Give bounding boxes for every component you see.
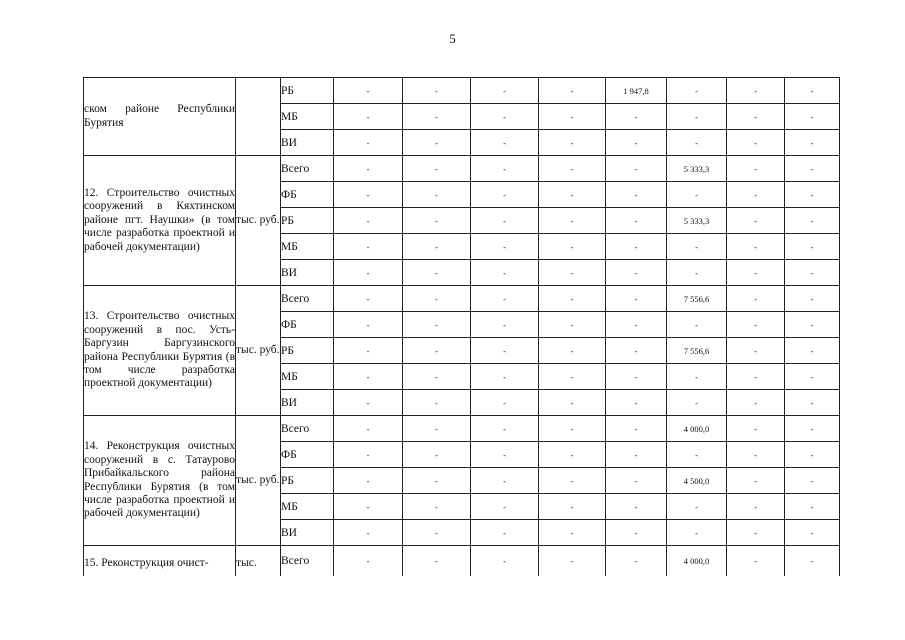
value-cell: - (334, 286, 403, 312)
value-cell: - (606, 390, 667, 416)
value-cell: - (403, 286, 471, 312)
item-description: 12. Строительство очистных сооружений в Кяхтинском районе пгт. Наушки» (в том числе разработка проектной и рабочей документации) (84, 156, 236, 286)
funding-source: ВИ (281, 260, 334, 286)
item-unit: тыс. руб. (236, 416, 281, 546)
value-cell: - (403, 442, 471, 468)
value-cell: - (539, 130, 606, 156)
value-cell: - (606, 260, 667, 286)
value-cell: - (334, 78, 403, 104)
value-cell: - (334, 416, 403, 442)
value-cell: - (539, 520, 606, 546)
value-cell: - (334, 130, 403, 156)
page-number: 5 (449, 31, 456, 46)
value-cell: - (785, 364, 840, 390)
funding-table (83, 77, 840, 576)
funding-source: ВИ (281, 390, 334, 416)
value-cell: - (667, 182, 727, 208)
table-row (84, 416, 840, 442)
value-cell: - (727, 364, 785, 390)
value-cell: - (727, 468, 785, 494)
funding-source: МБ (281, 234, 334, 260)
value-cell: - (403, 416, 471, 442)
funding-source: ВИ (281, 130, 334, 156)
value-cell: - (403, 260, 471, 286)
value-cell: - (785, 260, 840, 286)
value-cell: - (334, 260, 403, 286)
value-cell: - (606, 416, 667, 442)
value-cell: - (606, 442, 667, 468)
funding-source: МБ (281, 494, 334, 520)
funding-source: РБ (281, 468, 334, 494)
value-cell: - (727, 338, 785, 364)
value-cell: - (727, 312, 785, 338)
funding-source: Всего (281, 156, 334, 182)
value-cell: - (785, 442, 840, 468)
value-cell: - (727, 78, 785, 104)
value-cell: - (606, 130, 667, 156)
value-cell: - (334, 156, 403, 182)
item-description: 15. Реконструкция очист- (84, 546, 236, 577)
value-cell: - (539, 338, 606, 364)
value-cell: - (785, 208, 840, 234)
value-cell: - (471, 182, 539, 208)
value-cell: - (403, 130, 471, 156)
value-cell: - (606, 494, 667, 520)
value-cell: - (727, 546, 785, 577)
value-cell: 4 000,0 (667, 416, 727, 442)
funding-source: Всего (281, 546, 334, 577)
value-cell: - (785, 416, 840, 442)
value-cell: - (471, 520, 539, 546)
value-cell: - (667, 364, 727, 390)
value-cell: - (606, 312, 667, 338)
value-cell: - (539, 390, 606, 416)
value-cell: - (471, 312, 539, 338)
value-cell: - (334, 104, 403, 130)
value-cell: - (785, 156, 840, 182)
value-cell: - (471, 286, 539, 312)
value-cell: - (334, 234, 403, 260)
value-cell: 5 333,3 (667, 156, 727, 182)
table-body (84, 78, 840, 577)
value-cell: - (606, 208, 667, 234)
value-cell: - (539, 234, 606, 260)
value-cell: - (334, 546, 403, 577)
value-cell: - (539, 78, 606, 104)
value-cell: - (403, 234, 471, 260)
value-cell: - (667, 442, 727, 468)
value-cell: - (785, 546, 840, 577)
value-cell: - (727, 520, 785, 546)
value-cell: - (403, 104, 471, 130)
value-cell: - (727, 156, 785, 182)
value-cell: - (727, 494, 785, 520)
value-cell: - (539, 364, 606, 390)
value-cell: - (403, 520, 471, 546)
value-cell: - (727, 182, 785, 208)
value-cell: - (606, 338, 667, 364)
table-row (84, 156, 840, 182)
value-cell: - (539, 260, 606, 286)
value-cell: - (606, 156, 667, 182)
value-cell: - (539, 494, 606, 520)
value-cell: - (403, 546, 471, 577)
funding-source: ВИ (281, 520, 334, 546)
table-row (84, 286, 840, 312)
value-cell: - (785, 182, 840, 208)
item-unit: тыс. (236, 546, 281, 577)
table-row (84, 546, 840, 577)
value-cell: - (403, 494, 471, 520)
value-cell: - (334, 520, 403, 546)
value-cell: - (785, 520, 840, 546)
value-cell: - (539, 156, 606, 182)
value-cell: - (334, 208, 403, 234)
value-cell: - (403, 156, 471, 182)
value-cell: 5 333,3 (667, 208, 727, 234)
value-cell: - (785, 130, 840, 156)
value-cell: - (334, 494, 403, 520)
value-cell: - (539, 286, 606, 312)
value-cell: - (471, 494, 539, 520)
value-cell: - (539, 416, 606, 442)
value-cell: - (403, 338, 471, 364)
value-cell: - (667, 234, 727, 260)
item-description: 13. Строительство очистных сооружений в пос. Усть-Баргузин Баргузинского района Республики Бурятия (в том числе разработка проектной документации) (84, 286, 236, 416)
value-cell: - (606, 468, 667, 494)
value-cell: - (471, 338, 539, 364)
value-cell: - (334, 338, 403, 364)
funding-source: ФБ (281, 182, 334, 208)
value-cell: - (606, 182, 667, 208)
value-cell: - (727, 286, 785, 312)
value-cell: - (785, 104, 840, 130)
value-cell: - (471, 208, 539, 234)
funding-source: Всего (281, 286, 334, 312)
value-cell: - (727, 234, 785, 260)
value-cell: - (471, 130, 539, 156)
value-cell: - (785, 494, 840, 520)
value-cell: - (539, 442, 606, 468)
value-cell: - (727, 130, 785, 156)
value-cell: - (471, 364, 539, 390)
value-cell: - (471, 156, 539, 182)
value-cell: - (727, 208, 785, 234)
funding-source: ФБ (281, 442, 334, 468)
funding-source: РБ (281, 338, 334, 364)
value-cell: - (785, 286, 840, 312)
value-cell: - (471, 104, 539, 130)
value-cell: - (727, 104, 785, 130)
value-cell: 4 500,0 (667, 468, 727, 494)
value-cell: - (471, 390, 539, 416)
value-cell: 4 000,0 (667, 546, 727, 577)
item-unit: тыс. руб. (236, 156, 281, 286)
value-cell: - (471, 546, 539, 577)
value-cell: 7 556,6 (667, 338, 727, 364)
value-cell: - (539, 468, 606, 494)
funding-source: РБ (281, 208, 334, 234)
value-cell: - (539, 546, 606, 577)
value-cell: - (606, 104, 667, 130)
value-cell: - (667, 260, 727, 286)
value-cell: - (606, 234, 667, 260)
value-cell: - (334, 182, 403, 208)
item-unit: тыс. руб. (236, 286, 281, 416)
value-cell: - (334, 312, 403, 338)
value-cell: - (785, 78, 840, 104)
value-cell: - (403, 78, 471, 104)
value-cell: - (667, 312, 727, 338)
value-cell: - (785, 338, 840, 364)
value-cell: - (606, 546, 667, 577)
item-description: ском районе Республики Бурятия (84, 78, 236, 156)
value-cell: - (667, 494, 727, 520)
value-cell: - (539, 312, 606, 338)
funding-source: Всего (281, 416, 334, 442)
value-cell: - (785, 234, 840, 260)
value-cell: - (539, 104, 606, 130)
value-cell: - (785, 468, 840, 494)
value-cell: - (403, 182, 471, 208)
funding-source: РБ (281, 78, 334, 104)
value-cell: - (727, 260, 785, 286)
value-cell: - (727, 390, 785, 416)
value-cell: - (403, 364, 471, 390)
value-cell: - (334, 468, 403, 494)
value-cell: - (667, 520, 727, 546)
value-cell: - (471, 234, 539, 260)
funding-source: МБ (281, 364, 334, 390)
funding-source: ФБ (281, 312, 334, 338)
value-cell: - (667, 130, 727, 156)
value-cell: - (606, 520, 667, 546)
value-cell: - (667, 104, 727, 130)
value-cell: - (403, 390, 471, 416)
value-cell: - (403, 208, 471, 234)
value-cell: - (539, 182, 606, 208)
value-cell: - (727, 416, 785, 442)
item-description: 14. Реконструкция очистных сооружений в с. Татаурово Прибайкальского района Республики Бурятия (в том числе разработка проектной и рабочей документации) (84, 416, 236, 546)
value-cell: - (727, 442, 785, 468)
value-cell: - (403, 312, 471, 338)
value-cell: - (667, 390, 727, 416)
value-cell: - (471, 468, 539, 494)
value-cell: - (471, 416, 539, 442)
value-cell: - (471, 78, 539, 104)
value-cell: - (471, 260, 539, 286)
value-cell: - (606, 364, 667, 390)
table-row (84, 78, 840, 104)
value-cell: - (334, 364, 403, 390)
value-cell: - (606, 286, 667, 312)
item-unit (236, 78, 281, 156)
value-cell: - (785, 312, 840, 338)
value-cell: 1 947,8 (606, 78, 667, 104)
value-cell: - (334, 442, 403, 468)
value-cell: - (539, 208, 606, 234)
value-cell: - (403, 468, 471, 494)
value-cell: 7 556,6 (667, 286, 727, 312)
funding-source: МБ (281, 104, 334, 130)
value-cell: - (334, 390, 403, 416)
value-cell: - (667, 78, 727, 104)
value-cell: - (471, 442, 539, 468)
value-cell: - (785, 390, 840, 416)
